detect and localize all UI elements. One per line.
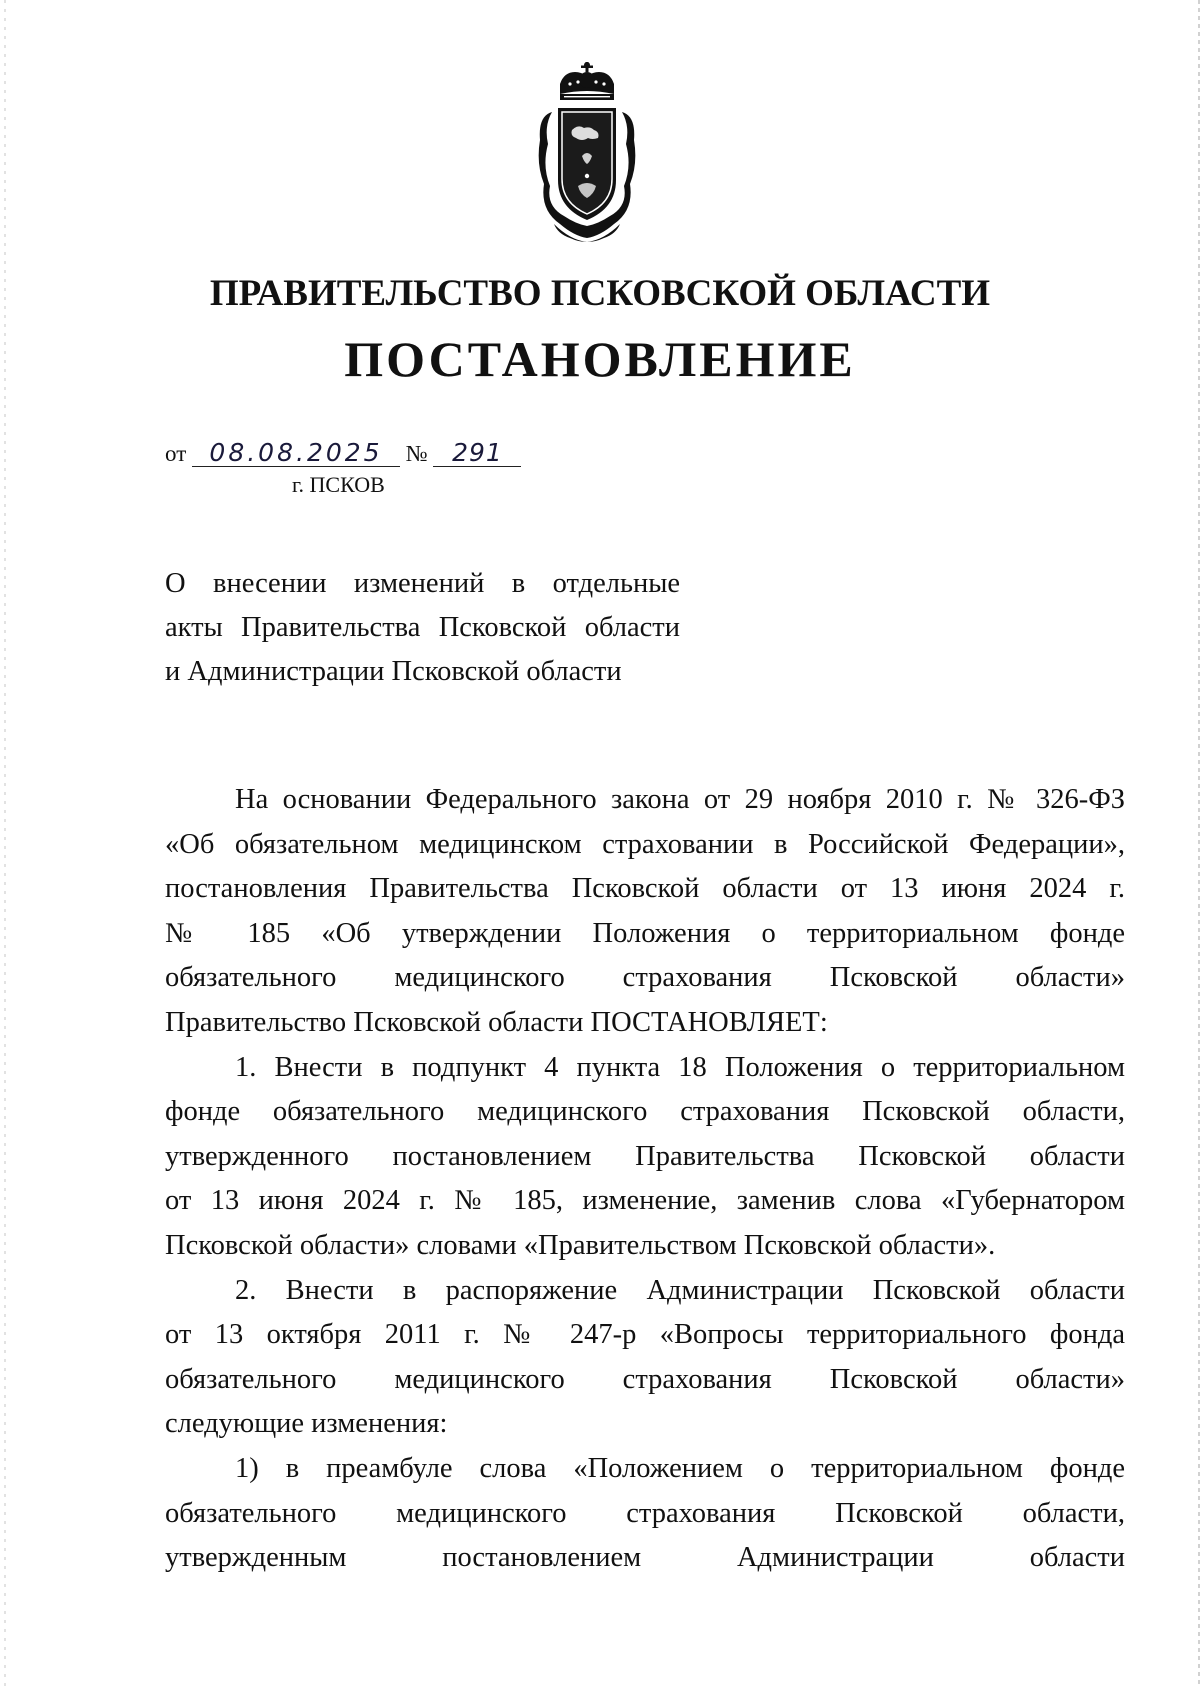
body-line: № 185 «Об утверждении Положения о территориальном фонде bbox=[165, 917, 1125, 949]
body-line: «Об обязательном медицинском страховании в Российской Федерации», bbox=[165, 828, 1125, 860]
document-type-title: ПОСТАНОВЛЕНИЕ bbox=[344, 331, 856, 387]
body-line: 1) в преамбуле слова «Положением о территориальном фонде bbox=[235, 1452, 1125, 1484]
body-line: обязательного медицинского страхования Псковской области, bbox=[165, 1497, 1125, 1529]
scan-edge-left bbox=[4, 0, 6, 1686]
number-prefix: № bbox=[405, 441, 428, 466]
subject-line: и Администрации Псковской области bbox=[165, 656, 622, 687]
document-subject bbox=[165, 562, 680, 694]
body-line: утвержденного постановлением Правительства Псковской области bbox=[165, 1140, 1125, 1172]
body-line: следующие изменения: bbox=[165, 1408, 448, 1440]
organization-title: ПРАВИТЕЛЬСТВО ПСКОВСКОЙ ОБЛАСТИ bbox=[209, 273, 991, 314]
subject-line: О внесении изменений в отдельные bbox=[165, 568, 680, 599]
body-line: от 13 июня 2024 г. № 185, изменение, заменив слова «Губернатором bbox=[165, 1185, 1125, 1217]
number-value: 291 bbox=[433, 440, 521, 467]
coat-of-arms-icon bbox=[530, 60, 644, 244]
date-prefix: от bbox=[165, 441, 187, 466]
body-line: постановления Правительства Псковской области от 13 июня 2024 г. bbox=[165, 873, 1125, 905]
body-line: 1. Внести в подпункт 4 пункта 18 Положения о территориальном bbox=[235, 1051, 1125, 1083]
body-line: фонде обязательного медицинского страхования Псковской области, bbox=[165, 1096, 1125, 1128]
body-line: Правительство Псковской области ПОСТАНОВЛЯЕТ: bbox=[165, 1006, 828, 1038]
subject-line: акты Правительства Псковской области bbox=[165, 612, 680, 643]
date-value: 08.08.2025 bbox=[192, 440, 400, 467]
body-line: обязательного медицинского страхования Псковской области» bbox=[165, 962, 1125, 994]
body-line: обязательного медицинского страхования Псковской области» bbox=[165, 1363, 1125, 1395]
document-body bbox=[165, 778, 1125, 1581]
body-line: Псковской области» словами «Правительством Псковской области». bbox=[165, 1229, 996, 1261]
body-line: утвержденным постановлением Администрации области bbox=[165, 1542, 1125, 1574]
body-line: На основании Федерального закона от 29 ноября 2010 г. № 326-ФЗ bbox=[235, 784, 1125, 815]
body-line: 2. Внести в распоряжение Администрации Псковской области bbox=[235, 1274, 1125, 1306]
city-label: г. ПСКОВ bbox=[292, 472, 385, 497]
body-line: от 13 октября 2011 г. № 247-р «Вопросы территориального фонда bbox=[165, 1319, 1125, 1351]
registration-line bbox=[165, 440, 521, 467]
